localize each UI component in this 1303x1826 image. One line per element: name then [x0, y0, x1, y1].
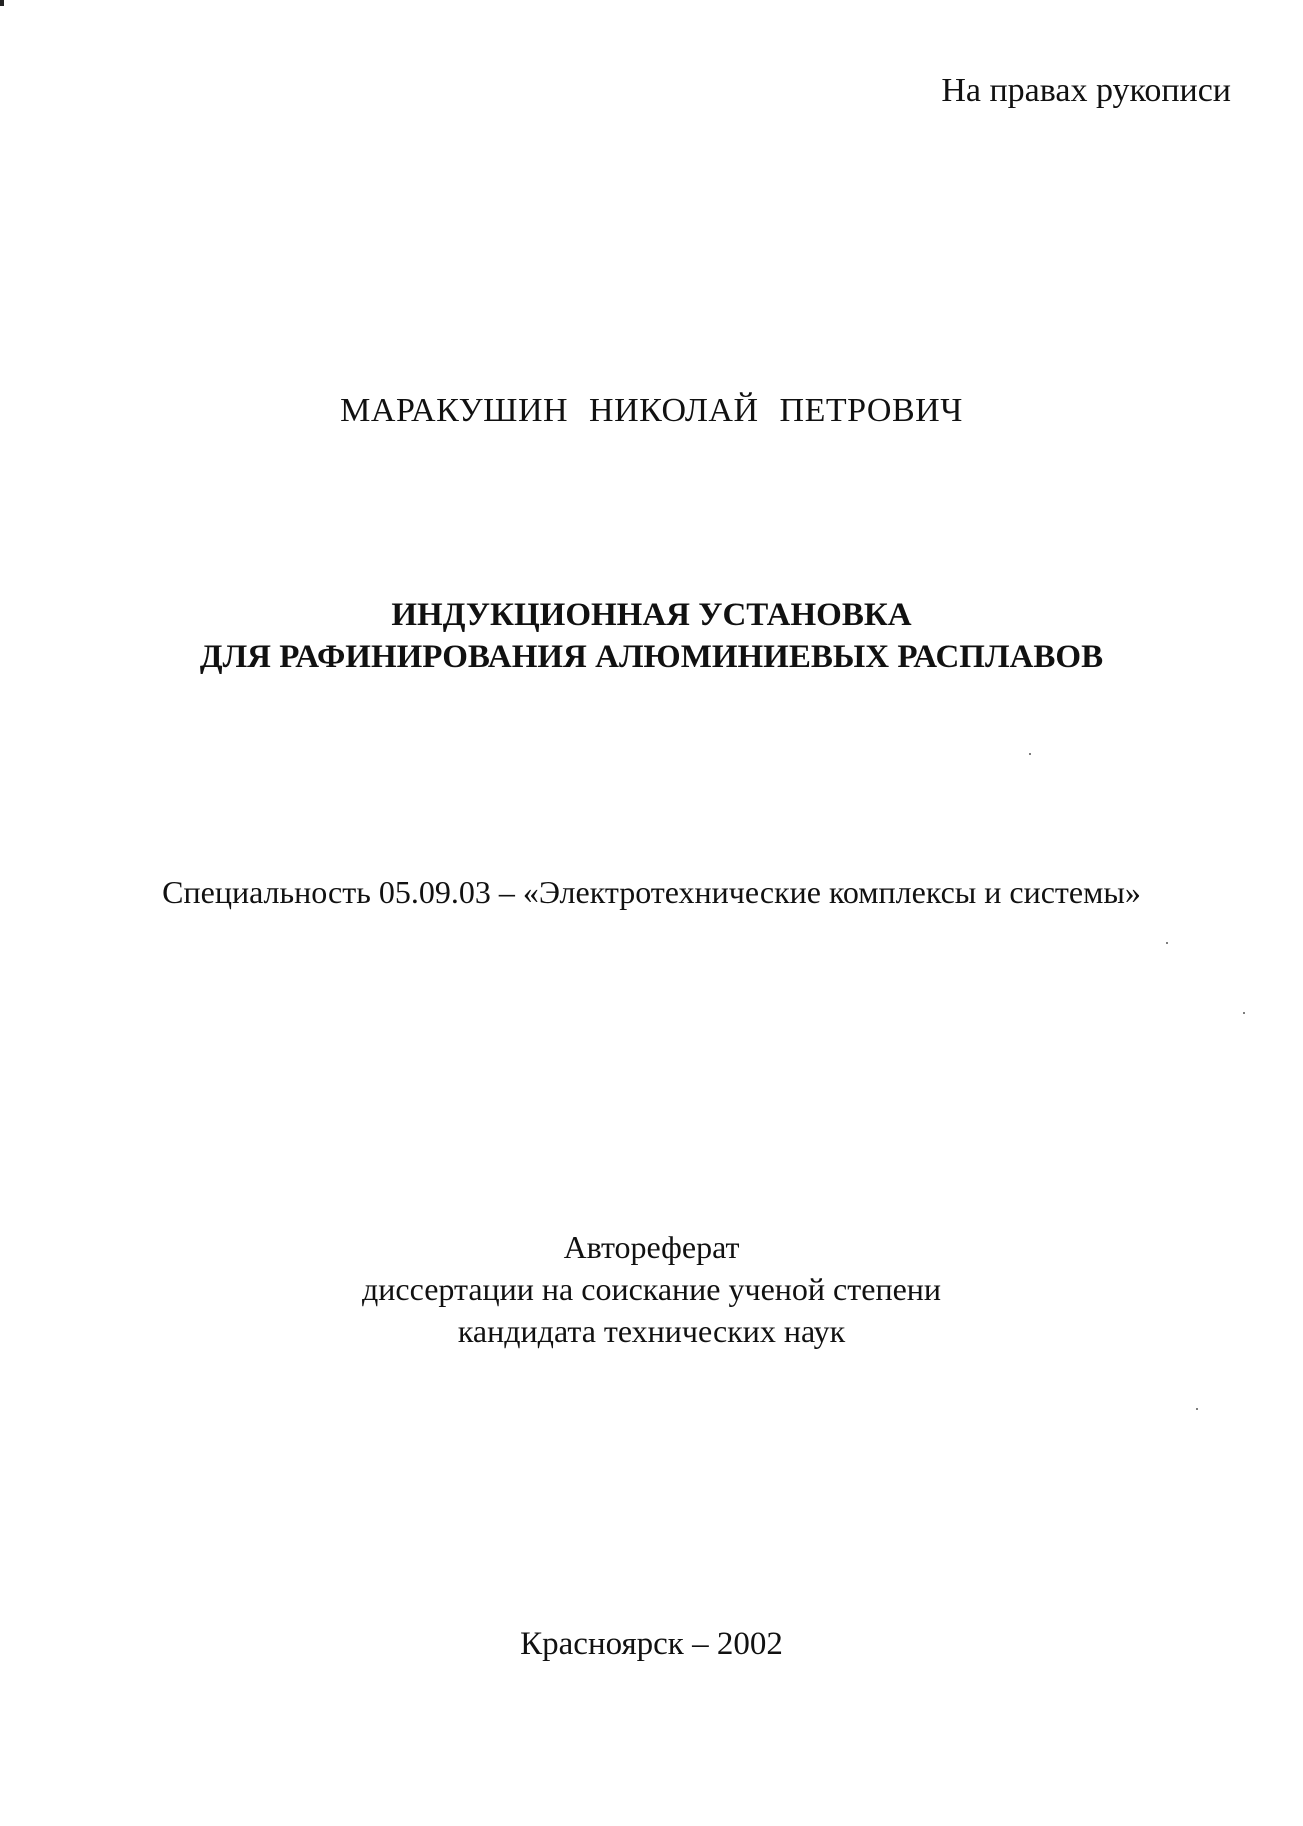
author-name: МАРАКУШИН НИКОЛАЙ ПЕТРОВИЧ: [340, 392, 963, 429]
scan-speck: [1029, 753, 1031, 755]
title-line-1: ИНДУКЦИОННАЯ УСТАНОВКА: [391, 597, 912, 633]
scan-speck: [1196, 1408, 1198, 1410]
dissertation-title: [0, 594, 1303, 678]
scan-speck: [1166, 942, 1168, 944]
specialty-line: Специальность 05.09.03 – «Электротехнические комплексы и системы»: [162, 874, 1141, 910]
abstract-line-1: Автореферат: [563, 1229, 740, 1265]
scan-corner-mark: [0, 0, 4, 6]
abstract-line-3: кандидата технических наук: [457, 1313, 846, 1349]
city-year: Красноярск – 2002: [520, 1626, 783, 1662]
abstract-description: [0, 1226, 1303, 1352]
abstract-line-2: диссертации на соискание ученой степени: [361, 1271, 942, 1307]
title-line-2: ДЛЯ РАФИНИРОВАНИЯ АЛЮМИНИЕВЫХ РАСПЛАВОВ: [199, 639, 1104, 675]
scan-speck: [1243, 1012, 1245, 1014]
manuscript-rights-note: На правах рукописи: [941, 72, 1231, 109]
